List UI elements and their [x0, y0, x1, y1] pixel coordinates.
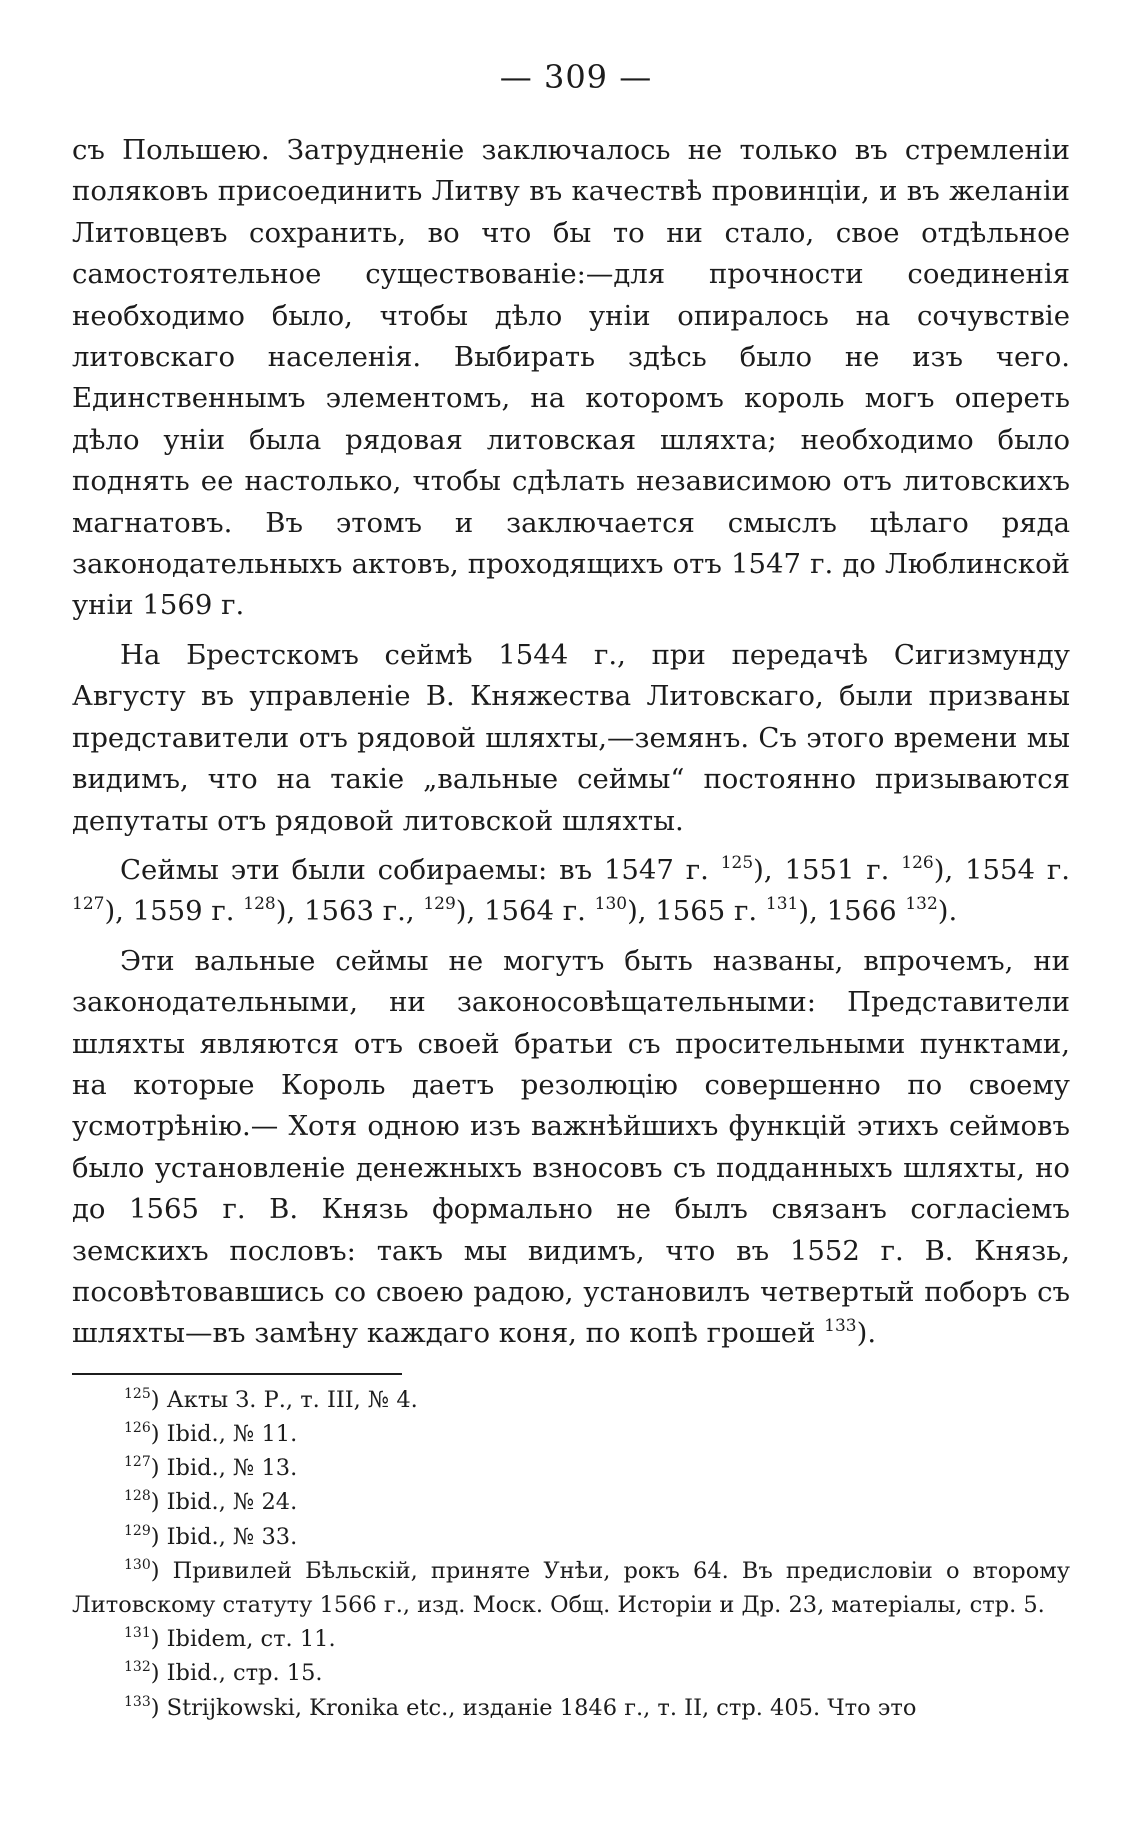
footnote-reference: 131	[765, 894, 799, 915]
footnote	[72, 1691, 1070, 1725]
footnote-text: ) Ibid., № 13.	[150, 1455, 298, 1482]
footnote	[72, 1451, 1070, 1485]
footnote-text: ) Ibid., № 33.	[150, 1523, 298, 1550]
paragraph-text: ), 1565 г.	[627, 895, 766, 928]
paragraph-text: ), 1559 г.	[104, 895, 244, 928]
paragraph-text: съ Польшею. Затрудненіе заключалось не только въ стремленіи поляковъ присоединить Литву въ качествѣ провинціи, и въ желаніи Литовцевъ сохранить, во что бы то ни стало, свое отдѣльное самостоятельное существованіе:—для прочности соединенія необходимо было, чтобы дѣло уніи опиралось на сочувствіе литовскаго населенія. Выбирать здѣсь было не изъ чего. Единственнымъ элементомъ, на которомъ король могъ опереть дѣло уніи была рядовая литовская шляхта; необходимо было поднять ее настолько, чтобы сдѣлать независимою отъ литовскихъ магнатовъ. Въ этомъ и заключается смыслъ цѣлаго ряда законодательныхъ актовъ, проходящихъ отъ 1547 г. до Люблинской уніи 1569 г.	[72, 134, 1070, 622]
paragraph-text: ).	[856, 1317, 877, 1350]
paragraph	[72, 635, 1070, 842]
footnote-text: ) Привилей Бѣльскій, принятe Унѣи, рокъ 64. Въ предисловіи о второму Литовскому статуту 1566 г., изд. Моск. Общ. Исторіи и Др. 23, матеріалы, стр. 5.	[72, 1557, 1070, 1618]
paragraph-text: ), 1551 г.	[753, 853, 902, 886]
book-page	[72, 58, 1070, 1725]
footnote	[72, 1417, 1070, 1451]
paragraph-text: ), 1554 г.	[933, 853, 1070, 886]
footnote	[72, 1554, 1070, 1622]
footnote-number: 126	[124, 1419, 151, 1436]
paragraph-text: ), 1566	[798, 895, 906, 928]
footnote-number: 128	[124, 1488, 151, 1505]
footnote-rule	[72, 1373, 402, 1375]
footnote-text: ) Ibid., стр. 15.	[150, 1660, 323, 1687]
footnote-text: ) Ibid., № 11.	[150, 1420, 298, 1447]
footnote	[72, 1520, 1070, 1554]
footnote	[72, 1656, 1070, 1690]
footnote-text: ) Акты З. Р., т. III, № 4.	[150, 1386, 418, 1413]
footnote-number: 131	[124, 1625, 151, 1642]
paragraph-text: ).	[937, 895, 958, 928]
footnote-number: 125	[124, 1385, 151, 1402]
paragraph-text: На Брестскомъ сеймѣ 1544 г., при передачѣ Сигизмунду Августу въ управленіе В. Княжества Литовскаго, были призваны представители отъ рядовой шляхты,—земянъ. Съ этого времени мы видимъ, что на такіе „вальные сеймы“ постоянно призываются депутаты отъ рядовой литовской шляхты.	[72, 638, 1070, 837]
paragraph-text: ), 1564 г.	[455, 895, 595, 928]
footnote-reference: 130	[594, 894, 628, 915]
paragraph	[72, 850, 1070, 933]
page-number: — 309 —	[499, 58, 653, 96]
footnote-reference: 133	[824, 1316, 857, 1337]
paragraph-text: ), 1563 г.,	[275, 895, 424, 928]
footnote-reference: 127	[72, 894, 105, 915]
footnote-number: 127	[124, 1454, 151, 1471]
paragraph-text: Эти вальные сеймы не могутъ быть названы, впрочемъ, ни законодательными, ни законосовѣщательными: Представители шляхты являются отъ своей братьи съ просительными пунктами, на которые Король даетъ резолюцію совершенно по своему усмотрѣнію.— Хотя одною изъ важнѣйшихъ функцій этихъ сеймовъ было установленіе денежныхъ взносовъ съ подданныхъ шляхты, но до 1565 г. В. Князь формально не былъ связанъ согласіемъ земскихъ пословъ: такъ мы видимъ, что въ 1552 г. В. Князь, посовѣтовавшись со своею радою, установилъ четвертый поборъ съ шляхты—въ замѣну каждаго коня, по копѣ грошей	[72, 944, 1070, 1350]
paragraph-text: Сеймы эти были собираемы: въ 1547 г.	[120, 853, 721, 886]
paragraph	[72, 941, 1070, 1355]
footnote-reference: 126	[901, 852, 934, 873]
footnote-text: ) Strijkowski, Kronika etc., изданіе 1846 г., т. II, стр. 405. Что это	[150, 1694, 917, 1721]
footnote-reference: 129	[423, 894, 456, 915]
footnote	[72, 1622, 1070, 1656]
body-text	[72, 130, 1070, 1355]
footnote	[72, 1383, 1070, 1417]
footnote-number: 133	[124, 1693, 151, 1710]
paragraph	[72, 130, 1070, 627]
footnote-text: ) Ibidem, ст. 11.	[150, 1626, 336, 1653]
footnote-reference: 125	[720, 852, 754, 873]
footnote-number: 130	[124, 1556, 151, 1573]
footnote	[72, 1485, 1070, 1519]
footnote-number: 129	[124, 1522, 151, 1539]
footnote-reference: 132	[905, 894, 938, 915]
footnote-text: ) Ibid., № 24.	[150, 1489, 298, 1516]
footnotes	[72, 1383, 1070, 1725]
footnote-reference: 128	[243, 894, 276, 915]
footnote-number: 132	[124, 1659, 151, 1676]
